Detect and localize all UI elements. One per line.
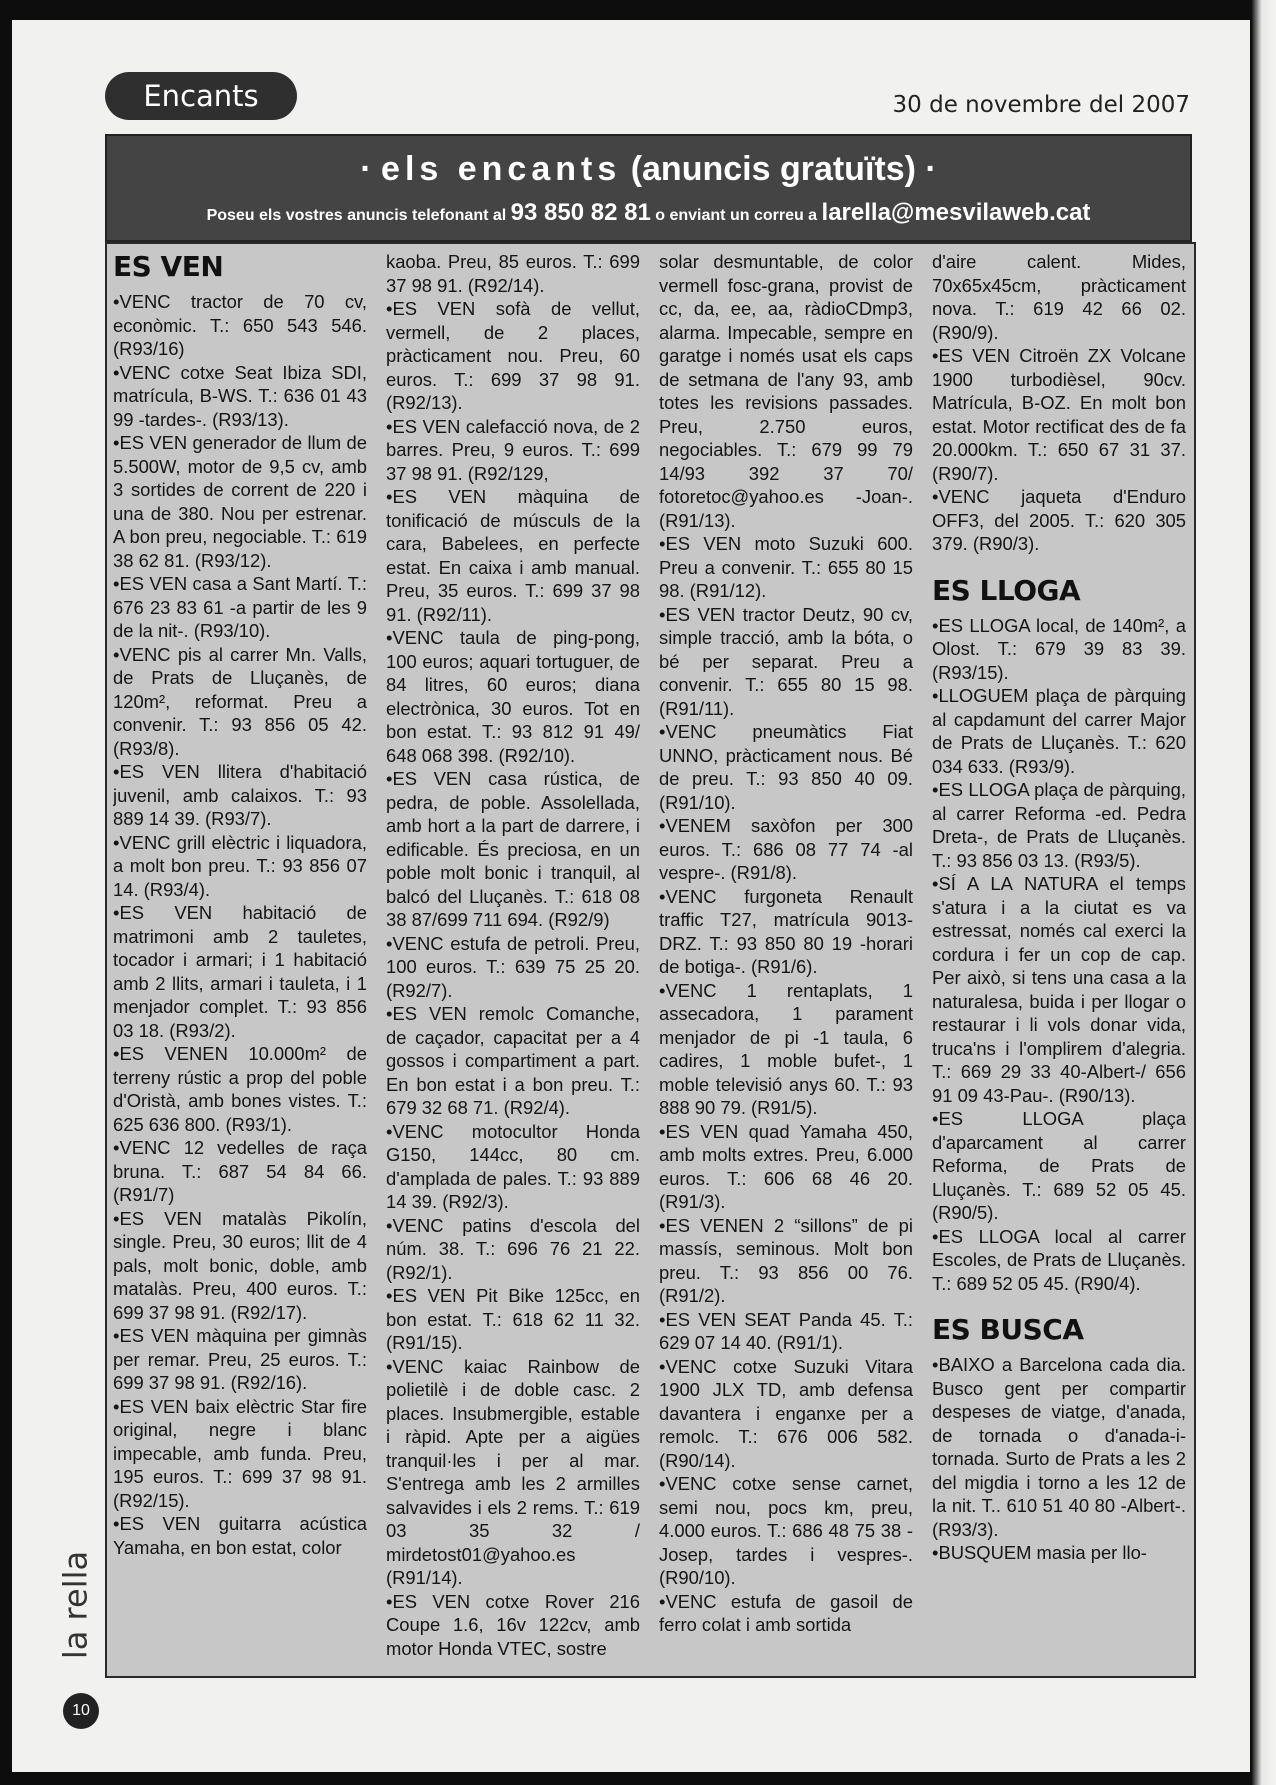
ad-list-col4-lloga xyxy=(932,614,1186,1296)
banner-email: larella@mesvilaweb.cat xyxy=(821,199,1091,226)
classified-ad: • ES VEN tractor Deutz, 90 cv, simple tracció, amb la bóta, o bé per separat. Preu a convenir. T.: 655 80 15 98. (R91/11). xyxy=(659,603,913,721)
column-1 xyxy=(113,250,367,1670)
section-title-es-lloga: ES LLOGA xyxy=(932,573,1081,607)
classified-ad: • VENEM saxòfon per 300 euros. T.: 686 08 77 74 -al vespre-. (R91/8). xyxy=(659,814,913,885)
column-2 xyxy=(386,250,640,1670)
classified-ad: • VENC furgoneta Renault traffic T27, matrícula 9013-DRZ. T.: 93 850 80 19 -horari de botiga-. (R91/6). xyxy=(659,885,913,979)
classified-ad: • ES VEN Pit Bike 125cc, en bon estat. T.: 618 62 11 32. (R91/15). xyxy=(386,1284,640,1355)
banner-title-spaced: els encants xyxy=(381,150,622,188)
ad-list-col4-busca xyxy=(932,1353,1186,1565)
classified-ad: • VENC 1 rentaplats, 1 assecadora, 1 parament menjador de pi -1 taula, 6 cadires, 1 moble bufet-, 1 moble televisió anys 60. T.: 93 888 90 79. (R91/5). xyxy=(659,979,913,1120)
classified-ad: • ES LLOGA local al carrer Escoles, de Prats de Lluçanès. T.: 689 52 05 45. (R90/4). xyxy=(932,1225,1186,1296)
banner-sub-before: Poseu els vostres anuncis telefonant al xyxy=(206,207,507,224)
classifieds-banner xyxy=(105,134,1192,242)
classified-ad: • ES VEN casa rústica, de pedra, de poble. Assolellada, amb hort a la part de darrere, i edificable. És preciosa, en un poble molt bonic i tranquil, al balcó del Lluçanès. T.: 618 08 38 87/699 711 694. (R92/9) xyxy=(386,767,640,932)
column-4 xyxy=(932,250,1186,1670)
classified-ad: • ES VEN moto Suzuki 600. Preu a convenir. T.: 655 80 15 98. (R91/12). xyxy=(659,532,913,603)
classified-ad: • ES VEN remolc Comanche, de caçador, capacitat per a 4 gossos i compartiment a part. En bon estat i a bon preu. T.: 679 32 68 71. (R92/4). xyxy=(386,1002,640,1120)
section-title-es-busca: ES BUSCA xyxy=(932,1313,1084,1346)
classified-ad: • ES VEN habitació de matrimoni amb 2 tauletes, tocador i armari; i 1 habitació amb 2 llits, armari i tauleta, i 1 menjador complet. T.: 93 856 03 18. (R93/2). xyxy=(113,901,367,1042)
classified-ad: • VENC taula de ping-pong, 100 euros; aquari tortuguer, de 84 litres, 60 euros; diana electrònica, 30 euros. Tot en bon estat. T.: 93 812 91 49/ 648 068 398. (R92/10). xyxy=(386,626,640,767)
classified-ad: • VENC tractor de 70 cv, econòmic. T.: 650 543 546. (R93/16) xyxy=(113,290,367,361)
ad-list-col3 xyxy=(659,532,913,1637)
magazine-name: la rella xyxy=(56,1550,95,1660)
classified-ad: • VENC pis al carrer Mn. Valls, de Prats de Lluçanès, de 120m², reformat. Preu a convenir. T.: 93 856 05 42. (R93/8). xyxy=(113,643,367,761)
classified-ad: • BUSQUEM masia per llo- xyxy=(932,1541,1186,1565)
classified-ad: • ES LLOGA local, de 140m², a Olost. T.: 679 39 83 39. (R93/15). xyxy=(932,614,1186,685)
banner-title xyxy=(107,150,1190,189)
classified-ad: • VENC estufa de petroli. Preu, 100 euros. T.: 639 75 25 20. (R92/7). xyxy=(386,932,640,1003)
classified-ad: • ES VEN màquina per gimnàs per remar. Preu, 25 euros. T.: 699 37 98 91. (R92/16). xyxy=(113,1324,367,1395)
classified-ad: • ES VEN matalàs Pikolín, single. Preu, 30 euros; llit de 4 pals, molt bonic, doble, amb matalàs. Preu, 400 euros. T.: 699 37 98 91. (R92/17). xyxy=(113,1207,367,1325)
classified-ad: • VENC 12 vedelles de raça bruna. T.: 687 54 84 66. (R91/7) xyxy=(113,1136,367,1207)
page-number: 10 xyxy=(63,1693,99,1729)
classified-ad: • SÍ A LA NATURA el temps s'atura i a la ciutat es va estressat, només cal exerci la cordura i fer un cop de cap. Per això, si tens una casa a la naturalesa, buida i per llogar o restaurar i li vols donar vida, truca'ns i l'omplirem d'alegria. T.: 669 29 33 40-Albert-/ 656 91 09 43-Pau-. (R90/13). xyxy=(932,872,1186,1107)
classified-ad: • ES VEN màquina de tonificació de músculs de la cara, Babelees, en perfecte estat. En caixa i amb manual. Preu, 35 euros. T.: 699 37 98 91. (R92/11). xyxy=(386,485,640,626)
classified-ad: • VENC grill elèctric i liquadora, a molt bon preu. T.: 93 856 07 14. (R93/4). xyxy=(113,831,367,902)
banner-dot-right: · xyxy=(925,150,937,188)
classified-ad: • ES VEN Citroën ZX Volcane 1900 turbodièsel, 90cv. Matrícula, B-OZ. En molt bon estat. Motor rectificat des de fa 20.000km. T.: 650 67 31 37. (R90/7). xyxy=(932,344,1186,485)
classified-ad: • ES VENEN 2 “sillons” de pi massís, seminous. Molt bon preu. T.: 93 856 00 76. (R91/2). xyxy=(659,1214,913,1308)
classified-ad: • ES LLOGA plaça d'aparcament al carrer Reforma, de Prats de Lluçanès. T.: 689 52 05 45. (R90/5). xyxy=(932,1107,1186,1225)
classified-ad: • BAIXO a Barcelona cada dia. Busco gent per compartir despeses de viatge, d'anada, de tornada o d'anada-i-tornada. Surto de Prats a les 2 del migdia i torno a les 12 de la nit. T.. 610 51 40 80 -Albert-. (R93/3). xyxy=(932,1353,1186,1541)
classified-ad: • ES VEN generador de llum de 5.500W, motor de 9,5 cv, amb 3 sortides de corrent de 220 i una de 380. Nou per estrenar. A bon preu, negociable. T.: 619 38 62 81. (R93/12). xyxy=(113,431,367,572)
classified-ad: • ES VENEN 10.000m² de terreny rústic a prop del poble d'Oristà, amb bones vistes. T.: 625 636 800. (R93/1). xyxy=(113,1042,367,1136)
section-title-es-ven: ES VEN xyxy=(113,250,224,283)
classified-ad: • VENC jaqueta d'Enduro OFF3, del 2005. T.: 620 305 379. (R90/3). xyxy=(932,485,1186,556)
column-3 xyxy=(659,250,913,1670)
classified-ad: • VENC estufa de gasoil de ferro colat i amb sortida xyxy=(659,1590,913,1637)
ad-list-col2 xyxy=(386,297,640,1660)
classified-ad: • ES VEN calefacció nova, de 2 barres. Preu, 9 euros. T.: 699 37 98 91. (R92/129, xyxy=(386,415,640,486)
banner-sub-middle: o enviant un correu a xyxy=(655,207,818,224)
ad-list-col1 xyxy=(113,290,367,1559)
classified-ad: • ES VEN guitarra acústica Yamaha, en bon estat, color xyxy=(113,1512,367,1559)
section-tab: Encants xyxy=(105,72,297,120)
classified-ad: • ES VEN baix elèctric Star fire original, negre i blanc impecable, amb funda. Preu, 195 euros. T.: 699 37 98 91. (R92/15). xyxy=(113,1395,367,1513)
ad-continuation: kaoba. Preu, 85 euros. T.: 699 37 98 91. (R92/14). xyxy=(386,251,640,296)
classified-ad: • ES VEN sofà de vellut, vermell, de 2 places, pràcticament nou. Preu, 60 euros. T.: 699 37 98 91. (R92/13). xyxy=(386,297,640,415)
classified-ad: • ES VEN casa a Sant Martí. T.: 676 23 83 61 -a partir de les 9 de la nit-. (R93/10). xyxy=(113,572,367,643)
classified-ad: • ES VEN llitera d'habitació juvenil, amb calaixos. T.: 93 889 14 39. (R93/7). xyxy=(113,760,367,831)
classified-ad: • VENC cotxe Suzuki Vitara 1900 JLX TD, amb defensa davantera i enganxe per a remolc. T.: 676 006 582. (R90/14). xyxy=(659,1355,913,1473)
classified-ad: • ES VEN SEAT Panda 45. T.: 629 07 14 40. (R91/1). xyxy=(659,1308,913,1355)
classified-ad: • ES VEN cotxe Rover 216 Coupe 1.6, 16v 122cv, amb motor Honda VTEC, sostre xyxy=(386,1590,640,1661)
classified-ad: • VENC cotxe sense carnet, semi nou, pocs km, preu, 4.000 euros. T.: 686 48 75 38 -Josep, tardes i vespres-. (R90/10). xyxy=(659,1472,913,1590)
banner-dot-left: · xyxy=(360,150,372,188)
issue-date: 30 de novembre del 2007 xyxy=(892,92,1190,118)
magazine-name-vertical xyxy=(56,1538,96,1673)
page-edge xyxy=(1252,0,1276,1785)
ad-list-col4-ven xyxy=(932,344,1186,556)
classified-ad: • ES VEN quad Yamaha 450, amb molts extres. Preu, 6.000 euros. T.: 606 68 46 20. (R91/3). xyxy=(659,1120,913,1214)
classified-ad: • VENC pneumàtics Fiat UNNO, pràcticament nous. Bé de preu. T.: 93 850 40 09. (R91/10). xyxy=(659,720,913,814)
classified-ad: • VENC cotxe Seat Ibiza SDI, matrícula, B-WS. T.: 636 01 43 99 -tardes-. (R93/13). xyxy=(113,361,367,432)
banner-title-rest: (anuncis gratuïts) xyxy=(630,150,916,188)
classified-ad: • VENC kaiac Rainbow de polietilè i de doble casc. 2 places. Insubmergible, estable i ràpid. Apte per a aigües tranquil·les i per al mar. S'entrega amb les 2 armilles salvavides i els 2 rems. T.: 619 03 35 32 / mirdetost01@yahoo.es (R91/14). xyxy=(386,1355,640,1590)
ad-continuation: solar desmuntable, de color vermell fosc-grana, provist de cc, da, ee, aa, ràdioCDmp3, alarma. Impecable, sempre en garatge i només usat els caps de setmana de l'any 93, amb totes les revisions passades. Preu, 2.750 euros, negociables. T.: 679 99 79 14/93 392 37 70/ fotoretoc@yahoo.es -Joan-. (R91/13). xyxy=(659,251,913,531)
classifieds-content xyxy=(105,242,1196,1678)
classified-ad: • LLOGUEM plaça de pàrquing al capdamunt del carrer Major de Prats de Lluçanès. T.: 620 034 633. (R93/9). xyxy=(932,684,1186,778)
banner-instructions xyxy=(107,199,1190,227)
banner-phone: 93 850 82 81 xyxy=(510,199,651,226)
ad-continuation: d'aire calent. Mides, 70x65x45cm, pràcticament nova. T.: 619 42 66 02. (R90/9). xyxy=(932,251,1186,343)
classified-ad: • ES LLOGA plaça de pàrquing, al carrer Reforma -ed. Pedra Dreta-, de Prats de Lluçanès. T.: 93 856 03 13. (R93/5). xyxy=(932,778,1186,872)
classified-ad: • VENC motocultor Honda G150, 144cc, 80 cm. d'amplada de pales. T.: 93 889 14 39. (R92/3). xyxy=(386,1120,640,1214)
classified-ad: • VENC patins d'escola del núm. 38. T.: 696 76 21 22. (R92/1). xyxy=(386,1214,640,1285)
